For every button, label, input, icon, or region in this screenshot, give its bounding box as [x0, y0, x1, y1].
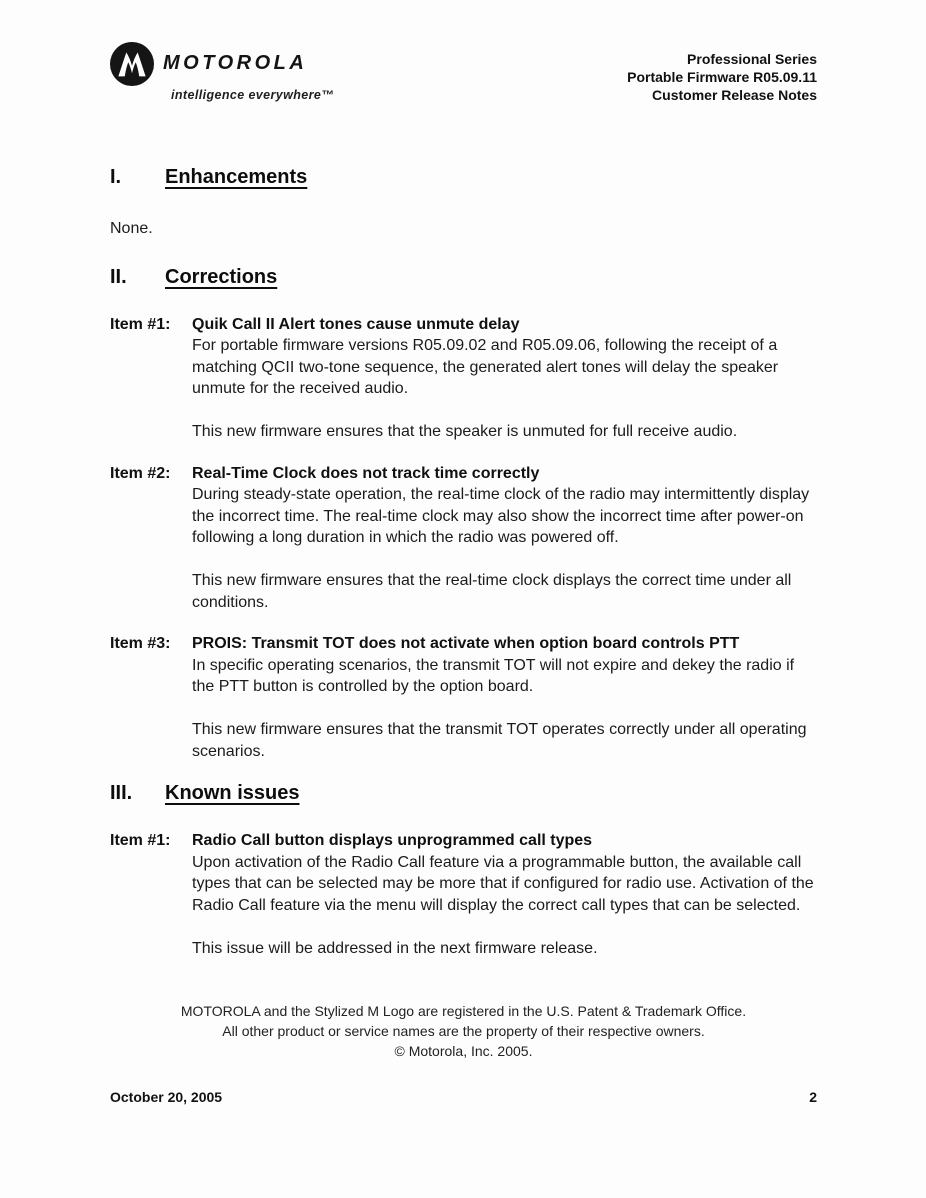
corrections-items	[110, 314, 817, 763]
motorola-batwing-m-icon	[110, 42, 154, 86]
correction-item-3	[110, 633, 817, 762]
item-resolution-paragraph: This new firmware ensures that the real-time clock displays the correct time under all conditions.	[192, 572, 792, 611]
motorola-logo	[110, 42, 334, 107]
disclaimer-line-2: All other product or service names are the property of their respective owners.	[222, 1023, 705, 1039]
section-heading-enhancements	[110, 164, 817, 190]
page-header	[110, 42, 817, 106]
known-issues-items	[110, 830, 817, 959]
doc-title-line-3: Customer Release Notes	[652, 87, 817, 103]
known-issue-item-1	[110, 830, 817, 959]
section-title: Known issues	[165, 782, 300, 804]
section-numeral: III.	[110, 782, 133, 804]
item-resolution-paragraph: This new firmware ensures that the transmit TOT operates correctly under all operating scenarios.	[192, 721, 807, 760]
section-title: Corrections	[165, 265, 278, 288]
item-body	[192, 830, 814, 959]
doc-title-line-1: Professional Series	[687, 51, 817, 67]
item-label: Item #1:	[110, 832, 171, 849]
doc-title-block	[627, 42, 817, 104]
disclaimer-line-3: © Motorola, Inc. 2005.	[394, 1043, 533, 1059]
motorola-brand-text: MOTOROLA	[163, 52, 308, 75]
item-label: Item #1:	[110, 315, 171, 333]
item-body	[192, 314, 814, 443]
section-heading-corrections	[110, 264, 817, 290]
item-title: Real-Time Clock does not track time correctly	[192, 464, 540, 482]
item-title: Quik Call II Alert tones cause unmute delay	[192, 315, 520, 333]
footer-date: October 20, 2005	[110, 1089, 223, 1105]
doc-title-line-2: Portable Firmware R05.09.11	[627, 69, 817, 85]
item-paragraph: Upon activation of the Radio Call feature via a programmable button, the available call types that can be selected may be more that if configured for radio use. Activation of the Radio Call feature via the menu will display the correct call types that can be selected.	[192, 853, 814, 914]
section-numeral: I.	[110, 166, 122, 188]
correction-item-1	[110, 314, 817, 443]
correction-item-2	[110, 463, 817, 614]
item-body	[192, 463, 814, 614]
page-footer	[110, 1087, 817, 1109]
item-resolution-paragraph: This new firmware ensures that the speaker is unmuted for full receive audio.	[192, 423, 738, 440]
item-title: PROIS: Transmit TOT does not activate when option board controls PTT	[192, 635, 740, 652]
item-paragraph: For portable firmware versions R05.09.02 and R05.09.06, following the receipt of a matching QCII two-tone sequence, the generated alert tones will delay the speaker unmute for the received audio.	[192, 337, 779, 397]
trademark-disclaimer	[110, 1001, 817, 1061]
item-title: Radio Call button displays unprogrammed call types	[192, 832, 593, 849]
item-label: Item #3:	[110, 635, 171, 652]
section-title: Enhancements	[165, 166, 308, 188]
enhancements-none-note: None.	[110, 220, 153, 237]
footer-page-number: 2	[809, 1089, 817, 1105]
item-paragraph: In specific operating scenarios, the transmit TOT will not expire and dekey the radio if the PTT button is controlled by the option board.	[192, 656, 795, 695]
item-body	[192, 633, 814, 762]
motorola-tagline: intelligence everywhere™	[171, 88, 335, 102]
disclaimer-line-1: MOTOROLA and the Stylized M Logo are registered in the U.S. Patent & Trademark Office.	[180, 1003, 747, 1019]
motorola-logo-row	[110, 42, 334, 86]
item-resolution-paragraph: This issue will be addressed in the next firmware release.	[192, 939, 598, 957]
item-label: Item #2:	[110, 464, 171, 482]
item-paragraph: During steady-state operation, the real-time clock of the radio may intermittently display the incorrect time. The real-time clock may also show the incorrect time after power-on following a long duration in which the radio was powered off.	[192, 486, 810, 546]
section-heading-known-issues	[110, 780, 817, 806]
section-numeral: II.	[110, 265, 127, 288]
